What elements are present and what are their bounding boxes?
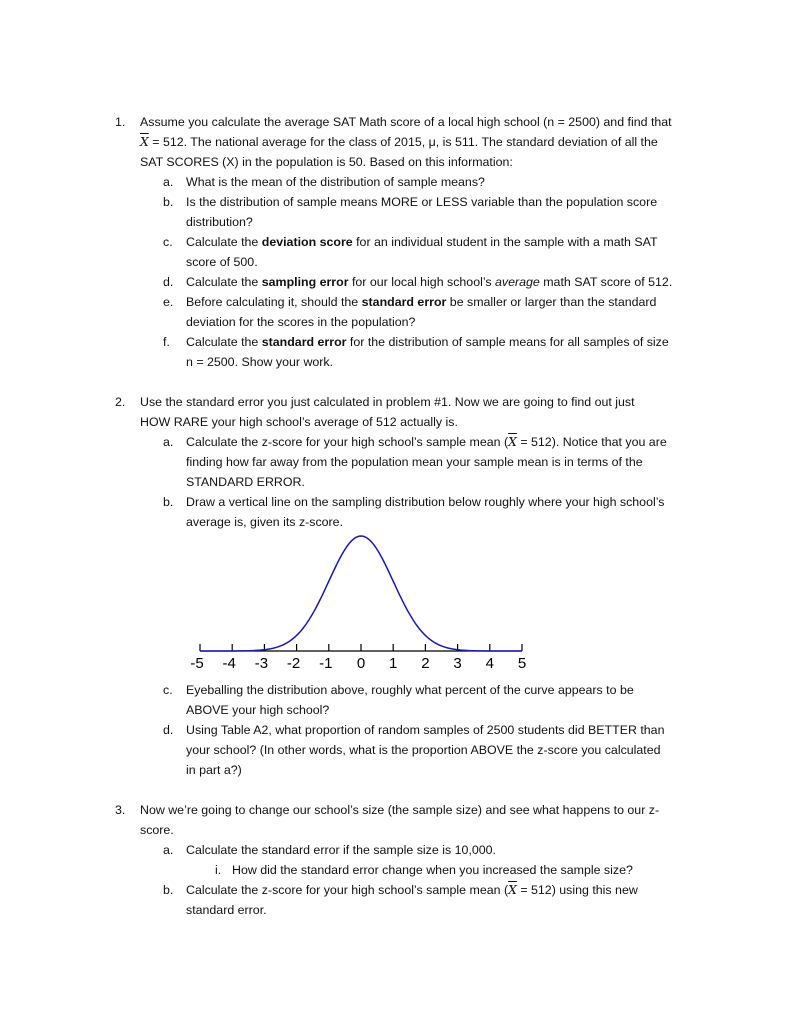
q2c-text-2: ABOVE your high school? <box>186 703 330 717</box>
q2a-label: a. <box>163 435 174 449</box>
x-tick-label: 1 <box>389 655 398 672</box>
q3ai-label: i. <box>215 863 222 877</box>
q1b-text-2: distribution? <box>186 215 253 229</box>
x-tick-label: 2 <box>421 655 430 672</box>
q1d-label: d. <box>163 275 174 289</box>
q1f-text-2: n = 2500. Show your work. <box>186 355 334 369</box>
q3b-text-2: standard error. <box>186 903 267 917</box>
q3a-label: a. <box>163 843 174 857</box>
q3b-label: b. <box>163 883 174 897</box>
q1-line-1: Assume you calculate the average SAT Math score of a local high school (n = 2500) and find that <box>140 115 672 129</box>
x-tick-label: 3 <box>453 655 462 672</box>
x-tick-label: 5 <box>517 655 527 672</box>
x-tick-label: 4 <box>485 655 494 672</box>
q2d-text-2: your school? (In other words, what is the proportion ABOVE the z-score you calculated <box>186 743 661 757</box>
q1-line-3: SAT SCORES (X) in the population is 50. Based on this information: <box>140 155 513 169</box>
x-tick-label: -4 <box>222 655 236 672</box>
x-tick-label: -5 <box>190 655 204 672</box>
q2b-text-2: average is, given its z-score. <box>186 515 344 529</box>
q1c-text-1: Calculate the deviation score for an individual student in the sample with a math SAT <box>186 235 658 249</box>
q1f-text-1: Calculate the standard error for the distribution of sample means for all samples of size <box>186 335 669 349</box>
q2a-text-2: finding how far away from the population mean your sample mean is in terms of the <box>186 455 643 469</box>
q2b-label: b. <box>163 495 174 509</box>
q2b-text-1: Draw a vertical line on the sampling distribution below roughly where your high school’s <box>186 495 665 509</box>
q2-line-2: HOW RARE your high school’s average of 512 actually is. <box>140 415 458 429</box>
q1b-label: b. <box>163 195 174 209</box>
q2d-text-3: in part a?) <box>186 763 242 777</box>
q3-line-1: Now we’re going to change our school’s size (the sample size) and see what happens to our z- <box>140 803 660 817</box>
q1c-text-2: score of 500. <box>186 255 258 269</box>
q1a-text: What is the mean of the distribution of sample means? <box>186 175 485 189</box>
xbar-symbol: $\overline{X}$ <box>508 434 517 449</box>
q1e-text-2: deviation for the scores in the population? <box>186 315 416 329</box>
q3-line-2: score. <box>140 823 174 837</box>
q3ai-text: How did the standard error change when you increased the sample size? <box>232 863 633 877</box>
x-tick-label: -1 <box>319 655 333 672</box>
q2d-text-1: Using Table A2, what proportion of random samples of 2500 students did BETTER than <box>186 723 665 737</box>
q1f-label: f. <box>163 335 170 349</box>
x-tick-label: -3 <box>254 655 269 672</box>
q1-number: 1. <box>115 115 126 129</box>
q1b-text-1: Is the distribution of sample means MORE or LESS variable than the population score <box>186 195 658 209</box>
normal-curve <box>200 536 522 651</box>
q2c-label: c. <box>163 683 173 697</box>
q1-line-2: $\overline{X} = 512$. The national average for the class of 2015, μ, is 511. The standard deviation of all the <box>140 134 658 149</box>
x-tick-label: 0 <box>356 655 366 672</box>
q2-line-1: Use the standard error you just calculated in problem #1. Now we are going to find out just <box>140 395 635 409</box>
q2-number: 2. <box>115 395 126 409</box>
q2d-label: d. <box>163 723 174 737</box>
q2c-text-1: Eyeballing the distribution above, roughly what percent of the curve appears to be <box>186 683 634 697</box>
q3b-text-1: Calculate the z-score for your high school’s sample mean $(\overline{X} = 512)$ using this new <box>186 882 638 897</box>
sampling-distribution-chart <box>190 528 530 673</box>
x-axis-ticks <box>200 644 522 651</box>
x-axis-tick-labels <box>190 655 526 672</box>
q1e-text-1: Before calculating it, should the standard error be smaller or larger than the standard <box>186 295 657 309</box>
q2a-text-1: Calculate the z-score for your high school’s sample mean $(\overline{X} = 512)$. Notice that you are <box>186 434 667 449</box>
x-tick-label: -2 <box>286 655 301 672</box>
q3-number: 3. <box>115 803 126 817</box>
q1d-text: Calculate the sampling error for our local high school’s average math SAT score of 512. <box>186 275 673 289</box>
q1a-label: a. <box>163 175 174 189</box>
xbar-symbol: $\overline{X}$ <box>508 882 517 897</box>
q3a-text: Calculate the standard error if the sample size is 10,000. <box>186 843 496 857</box>
q1c-label: c. <box>163 235 173 249</box>
q2a-text-3: STANDARD ERROR. <box>186 475 305 489</box>
xbar-symbol: $\overline{X}$ <box>140 134 149 149</box>
q1e-label: e. <box>163 295 174 309</box>
